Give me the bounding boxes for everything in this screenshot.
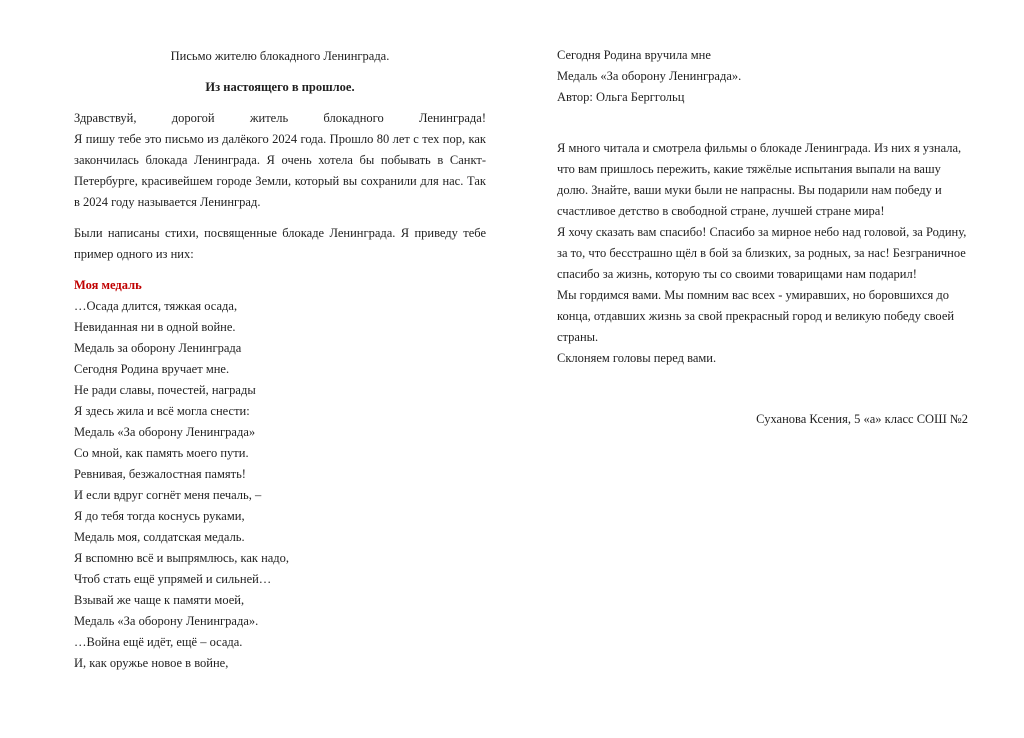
poem-line: Медаль «За оборону Ленинграда». <box>74 614 259 628</box>
poem-line: И если вдруг согнёт меня печаль, – <box>74 488 262 502</box>
poem-line: Чтоб стать ещё упрямей и сильней… <box>74 572 272 586</box>
poems-intro-line: пример одного из них: <box>74 247 194 261</box>
poem-line: Я вспомню всё и выпрямлюсь, как надо, <box>74 551 290 565</box>
body-line: конца, отдавших жизнь за свой прекрасный город и великую победу своей <box>557 309 955 323</box>
poem-title: Моя медаль <box>74 278 142 292</box>
poem-line: Я здесь жила и всё могла снести: <box>74 404 250 418</box>
intro-line: Я пишу тебе это письмо из далёкого 2024 года. Прошло 80 лет с тех пор, как <box>74 132 486 146</box>
poem-line: Взывай же чаще к памяти моей, <box>74 593 245 607</box>
intro-line: Здравствуй, дорогой житель блокадного Ленинграда! <box>74 111 486 125</box>
body-line: страны. <box>557 330 599 344</box>
intro-line: закончилась блокада Ленинграда. Я очень хотела бы побывать в Санкт- <box>74 153 486 167</box>
signature: Суханова Ксения, 5 «а» класс СОШ №2 <box>756 412 968 426</box>
poem-end-line: Сегодня Родина вручила мне <box>557 48 711 62</box>
poem-author: Автор: Ольга Берггольц <box>557 90 685 104</box>
poem-line: Не ради славы, почестей, награды <box>74 383 256 397</box>
poem-line: Медаль моя, солдатская медаль. <box>74 530 245 544</box>
body-line: Мы гордимся вами. Мы помним вас всех - умиравших, но боровшихся до <box>557 288 950 302</box>
body-line: счастливое детство в свободной стране, лучшей стране мира! <box>557 204 885 218</box>
body-line: Я хочу сказать вам спасибо! Спасибо за мирное небо над головой, за Родину, <box>557 225 967 239</box>
body-line: Я много читала и смотрела фильмы о блокаде Ленинграда. Из них я узнала, <box>557 141 962 155</box>
poem-line: И, как оружье новое в войне, <box>74 656 229 670</box>
poem-line: Ревнивая, безжалостная память! <box>74 467 246 481</box>
body-line: за то, что бесстрашно щёл в бой за близких, за родных, за нас! Безграничное <box>557 246 966 260</box>
poem-line: Я до тебя тогда коснусь руками, <box>74 509 245 523</box>
poem-line: Медаль за оборону Ленинграда <box>74 341 242 355</box>
body-line: долю. Знайте, ваши муки были не напрасны. Вы подарили нам победу и <box>557 183 942 197</box>
intro-line: в 2024 году называется Ленинград. <box>74 195 261 209</box>
poem-line: …Война ещё идёт, ещё – осада. <box>74 635 243 649</box>
letter-subtitle: Из настоящего в прошлое. <box>205 80 355 94</box>
intro-line: Петербурге, красивейшем городе Земли, который вы сохранили для нас. Так <box>74 174 486 188</box>
poem-line: Сегодня Родина вручает мне. <box>74 362 230 376</box>
poem-line: Невиданная ни в одной войне. <box>74 320 236 334</box>
body-line: спасибо за жизнь, которую ты со своими товарищами нам подарил! <box>557 267 917 281</box>
body-line: Склоняем головы перед вами. <box>557 351 717 365</box>
poem-end-line: Медаль «За оборону Ленинграда». <box>557 69 742 83</box>
body-line: что вам пришлось пережить, какие тяжёлые испытания выпали на вашу <box>557 162 941 176</box>
poems-intro-line: Были написаны стихи, посвященные блокаде Ленинграда. Я приведу тебе <box>74 226 486 240</box>
poem-line: Медаль «За оборону Ленинграда» <box>74 425 256 439</box>
poem-line: …Осада длится, тяжкая осада, <box>74 299 238 313</box>
poem-line: Со мной, как память моего пути. <box>74 446 249 460</box>
letter-title: Письмо жителю блокадного Ленинграда. <box>170 49 390 63</box>
